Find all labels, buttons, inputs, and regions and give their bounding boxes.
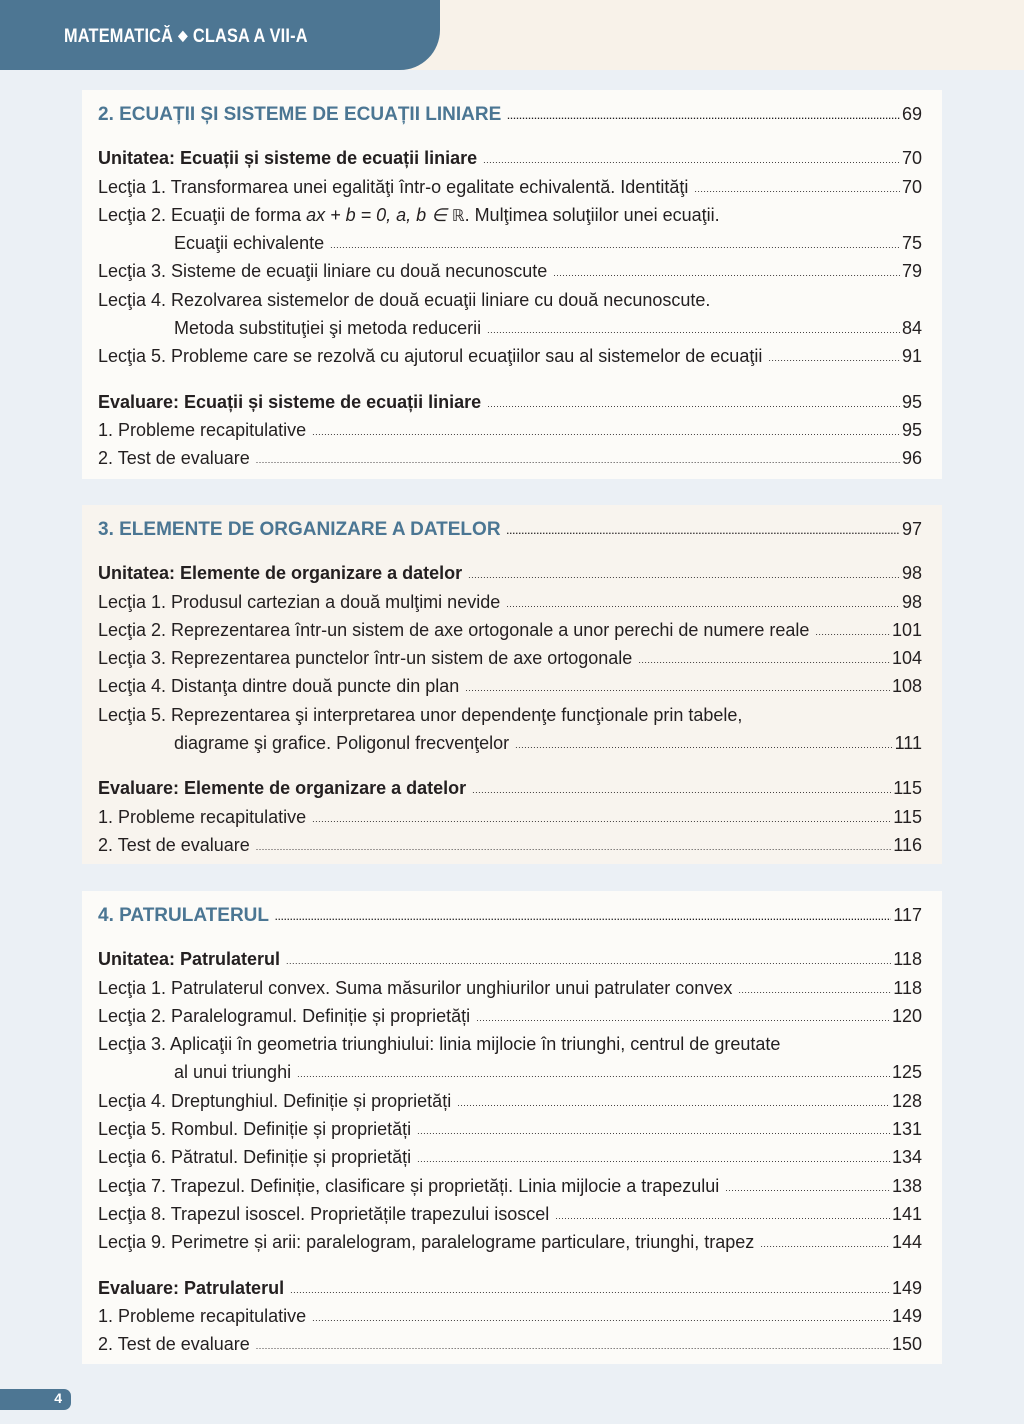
- lesson-title: Lecţia 2. Paralelogramul. Definiție și proprietăți: [98, 1005, 471, 1026]
- lesson-title: Lecţia 9. Perimetre și arii: paralelogram, paralelograme particulare, triunghi, trapez: [98, 1232, 755, 1253]
- lesson-title: Lecţia 5. Reprezentarea şi interpretarea unor dependenţe funcţionale prin tabele,: [98, 704, 743, 725]
- toc-lesson[interactable]: [98, 1087, 922, 1115]
- leader-dots: [738, 976, 891, 1004]
- eval-item-title: 2. Test de evaluare: [98, 1334, 250, 1355]
- toc-lesson[interactable]: [98, 286, 922, 314]
- leader-dots: [476, 1004, 890, 1032]
- page-ref: 149: [891, 1305, 922, 1326]
- page-ref: 75: [901, 233, 922, 254]
- page-ref: 144: [891, 1232, 922, 1253]
- page-ref: 104: [891, 648, 922, 669]
- eval-item-title: 1. Probleme recapitulative: [98, 1305, 307, 1326]
- eval-item-title: 1. Probleme recapitulative: [98, 806, 307, 827]
- lesson-title: Lecţia 1. Produsul cartezian a două mulţimi nevide: [98, 591, 501, 612]
- leader-dots: [768, 344, 900, 372]
- toc-unit[interactable]: [98, 144, 922, 172]
- lesson-title: Lecţia 1. Transformarea unei egalităţi într-o egalitate echivalentă. Identităţi: [98, 176, 689, 197]
- page-ref: 96: [901, 448, 922, 469]
- header-title: [64, 26, 308, 48]
- lesson-title: Lecţia 5. Rombul. Definiție și proprietăți: [98, 1119, 412, 1140]
- leader-dots: [507, 102, 900, 130]
- leader-dots: [312, 805, 891, 833]
- toc-unit[interactable]: [98, 945, 922, 973]
- toc-lesson[interactable]: [98, 644, 922, 672]
- toc-chapter[interactable]: [98, 515, 922, 543]
- toc-evaluation[interactable]: [98, 388, 922, 416]
- lesson-title: Lecţia 4. Dreptunghiul. Definiție și proprietăți: [98, 1090, 452, 1111]
- toc-lesson[interactable]: [98, 1172, 922, 1200]
- lesson-title: Lecţia 2. Ecuaţii de forma ax + b = 0, a, b ∈ ℝ. Mulţimea soluţiilor unei ecuaţii.: [98, 204, 720, 225]
- leader-dots: [457, 1089, 890, 1117]
- unit-title: Unitatea: Ecuații și sisteme de ecuații liniare: [98, 148, 478, 169]
- page-ref: 141: [891, 1203, 922, 1224]
- page-ref: 69: [901, 104, 922, 124]
- toc-eval-item[interactable]: [98, 831, 922, 859]
- leader-dots: [417, 1117, 890, 1145]
- toc-eval-item[interactable]: [98, 444, 922, 472]
- leader-dots: [483, 146, 900, 174]
- leader-dots: [330, 231, 900, 259]
- chapter-title: 4. PATRULATERUL: [98, 905, 269, 926]
- lesson-title-cont: al unui triunghi: [174, 1062, 292, 1083]
- evaluation-title: Evaluare: Elemente de organizare a datelor: [98, 778, 467, 799]
- page-ref: 111: [894, 733, 922, 754]
- lesson-title: Lecţia 4. Distanţa dintre două puncte din plan: [98, 676, 460, 697]
- page-ref: 125: [891, 1062, 922, 1083]
- page-ref: 150: [891, 1334, 922, 1355]
- page-number: 4: [54, 1390, 62, 1406]
- evaluation-title: Evaluare: Patrulaterul: [98, 1277, 285, 1298]
- page-number-tab: [0, 1389, 71, 1410]
- toc-lesson[interactable]: [98, 1228, 922, 1256]
- leader-dots: [256, 1332, 890, 1360]
- toc-lesson[interactable]: [98, 1200, 922, 1228]
- leader-dots: [286, 947, 891, 975]
- lesson-title-cont: diagrame şi grafice. Poligonul frecvenţelor: [174, 733, 510, 754]
- page-ref: 115: [893, 806, 922, 827]
- leader-dots: [507, 517, 900, 545]
- evaluation-title: Evaluare: Ecuații și sisteme de ecuații liniare: [98, 391, 482, 412]
- page-ref: 79: [901, 261, 922, 282]
- lesson-title: Lecţia 5. Probleme care se rezolvă cu ajutorul ecuaţiilor sau al sistemelor de ecuaţii: [98, 346, 763, 367]
- toc-lesson[interactable]: [98, 173, 922, 201]
- leader-dots: [256, 833, 892, 861]
- toc-lesson-continuation[interactable]: [98, 229, 922, 257]
- unit-title: Unitatea: Patrulaterul: [98, 949, 281, 970]
- chapter-title: 3. ELEMENTE DE ORGANIZARE A DATELOR: [98, 519, 501, 540]
- lesson-title: Lecţia 4. Rezolvarea sistemelor de două ecuaţii liniare cu două necunoscute.: [98, 289, 711, 310]
- page-ref: 98: [901, 563, 922, 584]
- leader-dots: [468, 561, 900, 589]
- lesson-title: Lecţia 6. Pătratul. Definiție și proprietăți: [98, 1147, 412, 1168]
- diamond-icon: ◆: [178, 27, 188, 43]
- lesson-title: Lecţia 1. Patrulaterul convex. Suma măsurilor unghiurilor unui patrulater convex: [98, 977, 733, 998]
- unit-title: Unitatea: Elemente de organizare a datelor: [98, 563, 463, 584]
- toc-unit[interactable]: [98, 559, 922, 587]
- leader-dots: [465, 674, 890, 702]
- lesson-title: Lecţia 8. Trapezul isoscel. Proprietățile trapezului isoscel: [98, 1203, 550, 1224]
- lesson-title-cont: Metoda substituţiei şi metoda reducerii: [174, 318, 482, 339]
- page-ref: 138: [891, 1175, 922, 1196]
- page-ref: 120: [891, 1005, 922, 1026]
- toc-lesson[interactable]: [98, 974, 922, 1002]
- leader-dots: [487, 316, 900, 344]
- toc-lesson[interactable]: [98, 588, 922, 616]
- page-ref: 118: [893, 949, 922, 970]
- toc-eval-item[interactable]: [98, 1302, 922, 1330]
- eval-item-title: 2. Test de evaluare: [98, 448, 250, 469]
- toc-section-4: [82, 891, 942, 1364]
- toc-lesson[interactable]: [98, 1002, 922, 1030]
- leader-dots: [487, 390, 900, 418]
- toc-eval-item[interactable]: [98, 803, 922, 831]
- toc-lesson[interactable]: [98, 342, 922, 370]
- lesson-title: Lecţia 3. Reprezentarea punctelor într-un sistem de axe ortogonale: [98, 648, 633, 669]
- page-ref: 98: [901, 591, 922, 612]
- page-ref: 84: [901, 318, 922, 339]
- leader-dots: [694, 175, 900, 203]
- page-ref: 131: [891, 1119, 922, 1140]
- leader-dots: [555, 1202, 890, 1230]
- leader-dots: [725, 1174, 890, 1202]
- leader-dots: [553, 259, 900, 287]
- chapter-title: 2. ECUAȚII ȘI SISTEME DE ECUAȚII LINIARE: [98, 104, 502, 125]
- leader-dots: [638, 646, 890, 674]
- leader-dots: [515, 731, 892, 759]
- eval-item-title: 2. Test de evaluare: [98, 834, 250, 855]
- page-ref: 70: [901, 176, 922, 197]
- toc-lesson-continuation[interactable]: [98, 729, 922, 757]
- leader-dots: [290, 1276, 890, 1304]
- page-ref: 134: [891, 1147, 922, 1168]
- toc-section-3: [82, 505, 942, 864]
- toc-section-2: [82, 90, 942, 479]
- page-ref: 115: [893, 778, 922, 799]
- page-ref: 97: [901, 519, 922, 539]
- toc-evaluation[interactable]: [98, 774, 922, 802]
- toc-chapter[interactable]: [98, 901, 922, 929]
- lesson-title: Lecţia 3. Aplicaţii în geometria triunghiului: linia mijlocie în triunghi, centrul de greutate: [98, 1034, 781, 1055]
- toc-lesson[interactable]: [98, 1143, 922, 1171]
- page-ref: 108: [891, 676, 922, 697]
- grade-label: CLASA A VII-A: [192, 26, 308, 47]
- toc-lesson[interactable]: [98, 1115, 922, 1143]
- toc-lesson-continuation[interactable]: [98, 1058, 922, 1086]
- toc-evaluation[interactable]: [98, 1274, 922, 1302]
- lesson-title-cont: Ecuaţii echivalente: [174, 233, 325, 254]
- toc-lesson[interactable]: [98, 672, 922, 700]
- page-ref: 70: [901, 148, 922, 169]
- leader-dots: [256, 446, 900, 474]
- page-ref: 95: [901, 419, 922, 440]
- eval-item-title: 1. Probleme recapitulative: [98, 419, 307, 440]
- toc-eval-item[interactable]: [98, 1330, 922, 1358]
- leader-dots: [275, 903, 891, 931]
- subject-label: MATEMATICĂ: [64, 26, 174, 47]
- toc-lesson[interactable]: [98, 201, 922, 229]
- page-ref: 149: [891, 1277, 922, 1298]
- page-ref: 95: [901, 391, 922, 412]
- page-ref: 91: [901, 346, 922, 367]
- leader-dots: [506, 590, 900, 618]
- leader-dots: [417, 1145, 890, 1173]
- leader-dots: [312, 418, 900, 446]
- lesson-title: Lecţia 3. Sisteme de ecuaţii liniare cu două necunoscute: [98, 261, 548, 282]
- toc-lesson[interactable]: [98, 701, 922, 729]
- leader-dots: [815, 618, 890, 646]
- page-ref: 118: [893, 977, 922, 998]
- real-numbers-symbol: ℝ: [451, 205, 465, 225]
- toc-lesson[interactable]: [98, 257, 922, 285]
- lesson-title: Lecţia 7. Trapezul. Definiție, clasificare și proprietăți. Linia mijlocie a trapezului: [98, 1175, 720, 1196]
- toc-eval-item[interactable]: [98, 416, 922, 444]
- toc-lesson[interactable]: [98, 1030, 922, 1058]
- page-ref: 117: [893, 905, 922, 925]
- page-ref: 116: [893, 834, 922, 855]
- page-ref: 101: [891, 619, 922, 640]
- leader-dots: [472, 776, 891, 804]
- toc-chapter[interactable]: [98, 100, 922, 128]
- page-ref: 128: [891, 1090, 922, 1111]
- leader-dots: [312, 1304, 890, 1332]
- leader-dots: [760, 1230, 890, 1258]
- lesson-title: Lecţia 2. Reprezentarea într-un sistem de axe ortogonale a unor perechi de numere reale: [98, 619, 810, 640]
- page-header: [0, 0, 440, 70]
- leader-dots: [297, 1060, 890, 1088]
- toc-lesson-continuation[interactable]: [98, 314, 922, 342]
- toc-lesson[interactable]: [98, 616, 922, 644]
